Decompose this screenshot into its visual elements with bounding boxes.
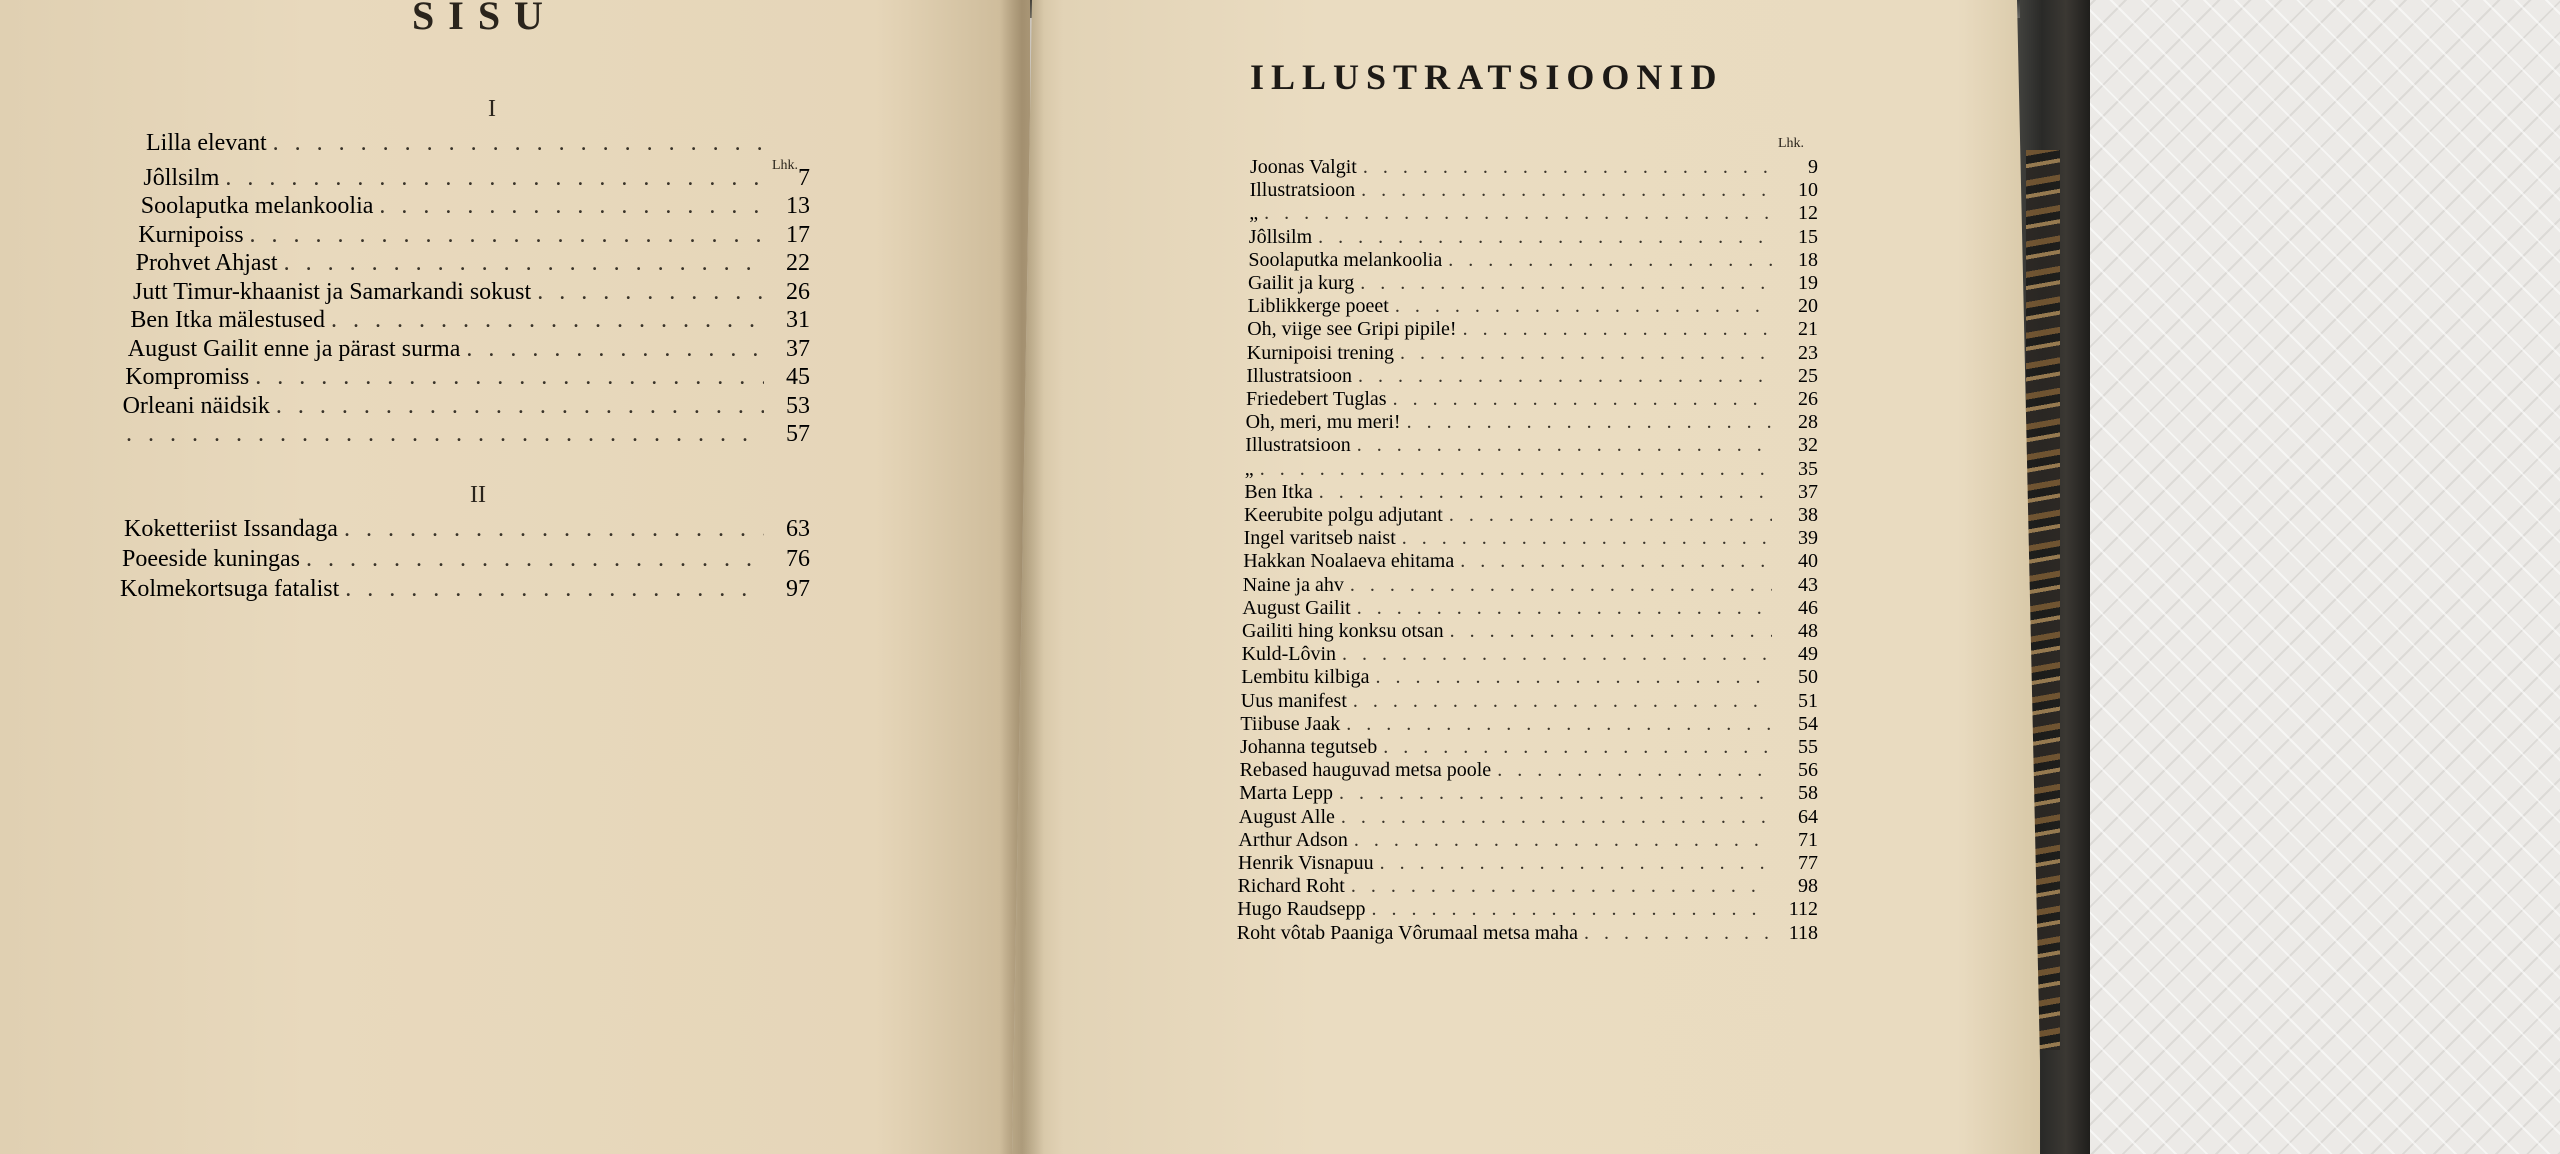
toc-entry-page: 32 — [1797, 434, 1818, 457]
toc-entry-title: Soolaputka melankoolia — [140, 193, 374, 219]
toc-entry-page: 21 — [1797, 318, 1818, 341]
toc-entry — [1245, 434, 1818, 457]
toc-entry — [1239, 782, 1818, 805]
toc-entry-page: 25 — [1797, 364, 1818, 387]
dot-leader — [1318, 226, 1772, 249]
dot-leader — [1448, 249, 1772, 272]
part-two-label: II — [470, 482, 486, 508]
toc-entry-title: Johanna tegutseb — [1240, 736, 1378, 758]
toc-entry-page: 49 — [1797, 643, 1818, 666]
toc-entry-title: Illustratsioon — [1249, 179, 1356, 202]
dot-leader — [1351, 875, 1772, 898]
toc-entry-title: Naine ja ahv — [1242, 573, 1344, 596]
toc-entry — [125, 364, 810, 391]
dot-leader — [284, 250, 764, 277]
toc-entry-page: 35 — [1797, 457, 1818, 480]
toc-entry-title: „ — [1244, 457, 1254, 480]
dot-leader — [1264, 202, 1772, 225]
dot-leader — [1402, 527, 1772, 550]
toc-entry-page: 63 — [786, 516, 810, 542]
toc-entry-title: Joonas Valgit — [1250, 156, 1357, 178]
toc-entry-page: 51 — [1797, 689, 1818, 712]
toc-entry — [1247, 342, 1818, 365]
toc-entry-title: Richard Roht — [1237, 875, 1345, 898]
toc-entry-page: 23 — [1797, 341, 1818, 364]
toc-entry-title: Oh, meri, mu meri! — [1245, 411, 1401, 434]
dot-leader — [1395, 295, 1772, 318]
dot-leader — [1354, 829, 1772, 852]
toc-entry-page: 45 — [785, 364, 810, 390]
toc-entry-page: 56 — [1797, 759, 1818, 782]
toc-entry-title: August Gailit enne ja pärast surma — [127, 335, 461, 362]
toc-entry — [1241, 666, 1818, 689]
dot-leader — [1450, 620, 1772, 643]
dot-leader — [1383, 736, 1772, 759]
toc-entry-page: 76 — [786, 546, 810, 572]
toc-entry — [1250, 156, 1818, 179]
toc-entry-title: Kurnipoisi trening — [1246, 341, 1395, 364]
toc-entry — [1238, 875, 1818, 898]
toc-entry-title: Hakkan Noalaeva ehitama — [1243, 550, 1455, 573]
dot-leader — [1260, 458, 1772, 481]
toc-entry-page: 26 — [786, 278, 810, 305]
toc-entry — [1246, 411, 1818, 434]
toc-entry-page: 112 — [1788, 898, 1818, 921]
toc-entry — [1243, 550, 1818, 573]
toc-entry-title: Tiibuse Jaak — [1240, 712, 1341, 735]
toc-entry — [1249, 226, 1818, 249]
dot-leader — [1407, 411, 1772, 434]
toc-entry-title: Marta Lepp — [1239, 782, 1334, 805]
toc-entry-page: 22 — [785, 250, 810, 276]
toc-entry — [1240, 736, 1818, 759]
toc-entry — [128, 336, 810, 363]
toc-entry-title: Kompromiss — [125, 364, 250, 390]
contents-page-label: Lhk. — [772, 158, 799, 173]
toc-entry — [122, 546, 810, 573]
toc-entry-title: Hugo Raudsepp — [1237, 898, 1366, 921]
toc-entry-title: Gailiti hing konksu otsan — [1242, 620, 1444, 642]
dot-leader — [1357, 597, 1772, 620]
dot-leader — [331, 307, 764, 334]
toc-entry-title: Arthur Adson — [1238, 828, 1348, 851]
toc-entry-page: 53 — [785, 392, 810, 419]
dot-leader — [1376, 666, 1772, 689]
toc-entry — [1240, 713, 1818, 736]
toc-entry — [123, 393, 810, 420]
toc-entry-page: 46 — [1797, 596, 1818, 619]
dot-leader — [126, 421, 764, 448]
toc-entry-page: 10 — [1797, 179, 1818, 202]
toc-entry — [1243, 574, 1818, 597]
toc-entry-title: August Gailit — [1242, 596, 1351, 619]
book-gutter — [1000, 0, 1044, 1154]
toc-entry-page: 118 — [1788, 921, 1818, 944]
toc-entry-page: 54 — [1797, 712, 1818, 735]
toc-entry — [1242, 643, 1818, 666]
toc-entry-title: Lembitu kilbiga — [1241, 666, 1370, 689]
dot-leader — [1400, 342, 1772, 365]
toc-entry — [133, 279, 810, 306]
toc-entry — [1241, 690, 1818, 713]
toc-entry-title: Rebased hauguvad metsa poole — [1239, 759, 1492, 782]
toc-entry-page: 40 — [1797, 550, 1818, 573]
toc-entry-title: Henrik Visnapuu — [1238, 852, 1374, 874]
toc-entry — [146, 130, 810, 157]
toc-entry-title: Liblikkerge poeet — [1247, 295, 1389, 318]
toc-entry-title: Keerubite polgu adjutant — [1244, 504, 1443, 526]
toc-entry-title: Orleani näidsik — [122, 392, 270, 419]
toc-entry-page: 31 — [785, 307, 810, 333]
toc-entry-page: 38 — [1798, 504, 1818, 526]
toc-entry-page: 55 — [1798, 736, 1818, 758]
toc-entry — [1240, 759, 1818, 782]
dot-leader — [276, 393, 764, 420]
toc-entry-title: Oh, viige see Gripi pipile! — [1247, 318, 1457, 341]
dot-leader — [225, 165, 764, 192]
dot-leader — [1584, 922, 1772, 945]
toc-entry — [130, 307, 810, 334]
toc-entry-page: 48 — [1798, 620, 1818, 642]
dot-leader — [250, 222, 764, 249]
dot-leader — [1361, 179, 1772, 202]
toc-entry-page: 64 — [1797, 805, 1818, 828]
toc-entry-page: 37 — [785, 335, 810, 362]
toc-entry — [1242, 597, 1818, 620]
dot-leader — [1341, 806, 1772, 829]
toc-entry-page: 26 — [1798, 388, 1818, 410]
illustrations-page-label: Lhk. — [1778, 136, 1805, 151]
toc-entry-title: Jôllsilm — [143, 164, 220, 191]
toc-entry-page: 39 — [1797, 527, 1818, 550]
toc-entry — [136, 250, 810, 277]
toc-entry — [1238, 852, 1818, 875]
toc-entry — [1247, 318, 1818, 341]
toc-entry — [1245, 458, 1818, 481]
toc-entry-page: 58 — [1797, 782, 1818, 805]
toc-entry-page: 9 — [1808, 156, 1818, 178]
dot-leader — [1360, 272, 1772, 295]
dot-leader — [1463, 318, 1772, 341]
toc-entry-title: Kuld-Lôvin — [1241, 643, 1337, 666]
toc-entry — [1249, 202, 1818, 225]
dot-leader — [1372, 898, 1772, 921]
toc-entry-title: Ingel varitseb naist — [1243, 527, 1396, 550]
toc-entry-title: Soolaputka melankoolia — [1248, 248, 1443, 271]
toc-entry-title: Friedebert Tuglas — [1246, 388, 1387, 410]
dot-leader — [1449, 504, 1772, 527]
toc-entry-title: Lilla elevant — [146, 130, 267, 156]
toc-entry — [138, 222, 810, 249]
dot-leader — [1363, 156, 1772, 179]
dot-leader — [1346, 713, 1772, 736]
dot-leader — [1357, 434, 1772, 457]
toc-entry-page: 50 — [1797, 666, 1818, 689]
toc-entry-page: 12 — [1797, 202, 1818, 225]
toc-entry — [1242, 620, 1818, 643]
dot-leader — [1319, 481, 1772, 504]
part-one-label: I — [488, 96, 496, 122]
toc-entry-title: Koketteriist Issandaga — [124, 516, 338, 542]
toc-entry — [1244, 527, 1818, 550]
toc-entry — [1248, 295, 1818, 318]
toc-entry — [1246, 388, 1818, 411]
dot-leader — [1353, 690, 1772, 713]
toc-entry — [141, 193, 810, 220]
toc-entry-page: 17 — [785, 221, 810, 248]
toc-entry-page: 98 — [1797, 875, 1818, 898]
toc-entry — [1239, 806, 1818, 829]
toc-entry-title: Ben Itka mälestused — [130, 307, 326, 333]
toc-entry — [1238, 829, 1818, 852]
toc-entry — [1244, 504, 1818, 527]
toc-entry-page: 18 — [1797, 248, 1818, 271]
dot-leader — [466, 336, 764, 363]
toc-entry-page: 28 — [1797, 411, 1818, 434]
toc-entry-title: Kurnipoiss — [138, 221, 244, 248]
toc-entry — [143, 165, 810, 192]
toc-entry-title: „ — [1249, 202, 1259, 225]
toc-entry — [120, 421, 810, 448]
dot-leader — [1393, 388, 1772, 411]
toc-entry-title: Uus manifest — [1240, 689, 1347, 712]
toc-entry-page: 7 — [797, 164, 810, 191]
toc-entry-page: 97 — [786, 576, 810, 602]
toc-entry-title: Prohvet Ahjast — [135, 250, 278, 276]
dot-leader — [273, 130, 764, 157]
dot-leader — [345, 576, 764, 603]
dot-leader — [1342, 643, 1772, 666]
toc-entry-title: Poeeside kuningas — [122, 546, 300, 572]
toc-entry-title: Jôllsilm — [1248, 225, 1313, 248]
toc-entry — [1237, 922, 1818, 945]
toc-entry — [1244, 481, 1818, 504]
toc-entry-title: August Alle — [1238, 805, 1335, 828]
toc-entry-title: Jutt Timur-khaanist ja Samarkandi sokust — [133, 278, 532, 305]
dot-leader — [1497, 759, 1772, 782]
toc-entry — [120, 576, 810, 603]
toc-entry-title: Roht vôtab Paaniga Vôrumaal metsa maha — [1236, 921, 1579, 944]
toc-entry — [1246, 365, 1818, 388]
toc-entry — [1250, 179, 1818, 202]
toc-entry-title: Illustratsioon — [1245, 434, 1351, 457]
toc-entry-page: 37 — [1797, 480, 1818, 503]
toc-entry-title: Kolmekortsuga fatalist — [120, 576, 340, 602]
toc-entry — [1248, 249, 1818, 272]
toc-entry — [1248, 272, 1818, 295]
dot-leader — [1460, 550, 1772, 573]
toc-entry-page: 71 — [1797, 828, 1818, 851]
toc-entry-page: 57 — [786, 421, 810, 447]
dot-leader — [255, 364, 764, 391]
dot-leader — [306, 546, 764, 573]
dot-leader — [1350, 574, 1772, 597]
dot-leader — [1358, 365, 1772, 388]
toc-entry-title: Ben Itka — [1244, 480, 1313, 503]
dot-leader — [537, 279, 764, 306]
toc-entry-title: Gailit ja kurg — [1248, 272, 1355, 294]
dot-leader — [1380, 852, 1772, 875]
toc-entry-page: 20 — [1797, 295, 1818, 318]
toc-entry-page: 13 — [785, 193, 810, 219]
contents-title: SISU — [412, 0, 557, 38]
dot-leader — [379, 193, 764, 220]
toc-entry-page: 77 — [1798, 852, 1818, 874]
dot-leader — [1339, 782, 1772, 805]
toc-entry — [124, 516, 810, 543]
toc-entry-title: Illustratsioon — [1246, 364, 1352, 387]
toc-entry-page: 43 — [1797, 573, 1818, 596]
toc-entry — [1237, 898, 1818, 921]
dot-leader — [344, 516, 764, 543]
illustrations-title: ILLUSTRATSIOONID — [1250, 57, 1724, 97]
tablecloth-background — [2050, 0, 2560, 1154]
toc-entry-page: 19 — [1798, 272, 1818, 294]
toc-entry-page: 15 — [1797, 225, 1818, 248]
